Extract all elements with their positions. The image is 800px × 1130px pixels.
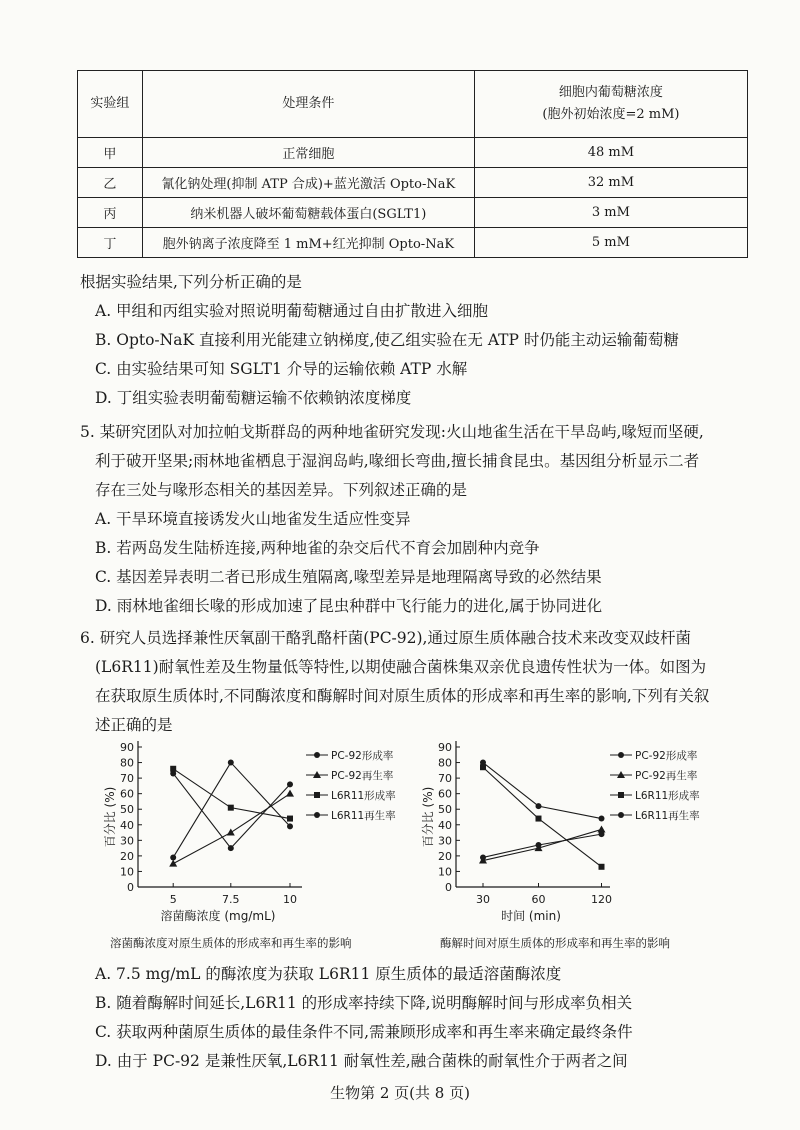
- enzyme-concentration-chart: [100, 735, 430, 925]
- data-point: [286, 790, 294, 797]
- q5-option-a: A. 干旱环境直接诱发火山地雀发生适应性变异: [95, 510, 411, 528]
- experiment-table: [77, 70, 748, 258]
- q4-option-d: D. 丁组实验表明葡萄糖运输不依赖钠浓度梯度: [95, 389, 412, 407]
- q6-stem-line: (L6R11)耐氧性差及生物量低等特性,以期使融合菌株集双亲优良遗传性状为一体。如图为: [95, 658, 707, 676]
- q5-stem-line: 利于破开坚果;雨林地雀栖息于湿润岛屿,喙细长弯曲,擅长捕食昆虫。基因组分析显示二者: [95, 452, 700, 470]
- legend-label: L6R11再生率: [331, 810, 396, 822]
- data-point: [536, 803, 542, 809]
- y-tick-label: 80: [438, 756, 452, 770]
- table-header-row: [78, 71, 748, 138]
- legend-label: L6R11形成率: [635, 790, 700, 802]
- y-tick-label: 50: [120, 803, 134, 817]
- y-tick-label: 0: [445, 881, 452, 894]
- enzymolysis-time-chart: [418, 735, 738, 925]
- y-tick-label: 40: [438, 818, 452, 832]
- data-point: [536, 816, 542, 822]
- x-tick-label: 5: [169, 893, 177, 906]
- series-line: [173, 773, 290, 848]
- q5-stem-line: 5. 某研究团队对加拉帕戈斯群岛的两种地雀研究发现:火山地雀生活在干旱岛屿,喙短而坚硬,: [80, 423, 704, 441]
- group-cell: 丁: [78, 228, 143, 258]
- q5-option-c: C. 基因差异表明二者已形成生殖隔离,喙型差异是地理隔离导致的必然结果: [95, 568, 602, 586]
- group-cell: 乙: [78, 168, 143, 198]
- x-tick-label: 7.5: [222, 893, 240, 906]
- q6-option-d: D. 由于 PC-92 是兼性厌氧,L6R11 耐氧性差,融合菌株的耐氧性介于两者之间: [95, 1052, 628, 1070]
- y-tick-label: 70: [120, 772, 134, 786]
- y-tick-label: 40: [120, 818, 134, 832]
- y-tick-label: 30: [120, 834, 134, 848]
- condition-cell: 正常细胞: [142, 138, 474, 168]
- header-condition: 处理条件: [142, 71, 474, 138]
- y-tick-label: 70: [438, 772, 452, 786]
- q6-option-a: A. 7.5 mg/mL 的酶浓度为获取 L6R11 原生质体的最适溶菌酶浓度: [95, 965, 562, 983]
- legend-label: L6R11再生率: [635, 810, 700, 822]
- data-point: [480, 854, 486, 860]
- q6-option-c: C. 获取两种菌原生质体的最佳条件不同,需兼顾形成率和再生率来确定最终条件: [95, 1023, 633, 1041]
- y-tick-label: 10: [438, 865, 452, 879]
- series-line: [483, 829, 602, 860]
- legend-marker: [314, 752, 320, 758]
- header-concentration: [474, 71, 747, 138]
- legend-marker: [618, 752, 624, 758]
- group-cell: 丙: [78, 198, 143, 228]
- q6-stem-line: 6. 研究人员选择兼性厌氧副干酪乳酪杆菌(PC-92),通过原生质体融合技术来改变双歧杆菌: [80, 629, 691, 647]
- table-row: [78, 198, 748, 228]
- condition-cell: 氰化钠处理(抑制 ATP 合成)+蓝光激活 Opto-NaK: [142, 168, 474, 198]
- series-line: [173, 769, 290, 819]
- legend-marker: [314, 792, 320, 798]
- y-tick-label: 30: [438, 834, 452, 848]
- right-chart-caption: 酶解时间对原生质体的形成率和再生率的影响: [440, 936, 670, 950]
- x-axis-label: 溶菌酶浓度 (mg/mL): [160, 909, 276, 923]
- data-point: [287, 816, 293, 822]
- data-point: [480, 764, 486, 770]
- legend-marker: [618, 792, 624, 798]
- table-row: [78, 138, 748, 168]
- legend-label: PC-92再生率: [635, 770, 698, 782]
- table-row: [78, 168, 748, 198]
- left-chart-caption: 溶菌酶浓度对原生质体的形成率和再生率的影响: [110, 936, 352, 950]
- q5-option-b: B. 若两岛发生陆桥连接,两种地雀的杂交后代不育会加剧种内竞争: [95, 539, 540, 557]
- header-concentration-line1: 细胞内葡萄糖浓度: [558, 85, 663, 100]
- data-point: [599, 816, 605, 822]
- legend-marker: [618, 812, 624, 818]
- data-point: [599, 864, 605, 870]
- q4-option-b: B. Opto-NaK 直接利用光能建立钠梯度,使乙组实验在无 ATP 时仍能主动运输葡萄糖: [95, 331, 679, 349]
- concentration-cell: 32 mM: [474, 168, 747, 198]
- x-tick-label: 60: [531, 893, 546, 906]
- q6-option-b: B. 随着酶解时间延长,L6R11 的形成率持续下降,说明酶解时间与形成率负相关: [95, 994, 633, 1012]
- legend-label: PC-92形成率: [635, 750, 698, 762]
- y-axis-label: 百分比 (%): [421, 786, 435, 848]
- table-row: [78, 228, 748, 258]
- data-point: [227, 829, 235, 836]
- legend-label: PC-92再生率: [331, 770, 394, 782]
- y-tick-label: 90: [120, 741, 134, 754]
- page-footer: 生物第 2 页(共 8 页): [330, 1084, 470, 1102]
- data-point: [170, 770, 176, 776]
- y-tick-label: 60: [120, 787, 134, 801]
- data-point: [169, 860, 177, 867]
- q4-option-c: C. 由实验结果可知 SGLT1 介导的运输依赖 ATP 水解: [95, 360, 468, 378]
- legend-marker: [314, 812, 320, 818]
- q4-option-a: A. 甲组和丙组实验对照说明葡萄糖通过自由扩散进入细胞: [95, 302, 489, 320]
- q4-stem: 根据实验结果,下列分析正确的是: [80, 273, 302, 291]
- y-tick-label: 50: [438, 803, 452, 817]
- group-cell: 甲: [78, 138, 143, 168]
- header-group: 实验组: [78, 71, 143, 138]
- data-point: [536, 842, 542, 848]
- condition-cell: 纳米机器人破坏葡萄糖载体蛋白(SGLT1): [142, 198, 474, 228]
- y-tick-label: 0: [127, 881, 134, 894]
- x-axis-label: 时间 (min): [501, 909, 561, 923]
- concentration-cell: 3 mM: [474, 198, 747, 228]
- data-point: [287, 781, 293, 787]
- data-point: [599, 831, 605, 837]
- y-tick-label: 20: [438, 849, 452, 863]
- data-point: [228, 805, 234, 811]
- x-tick-label: 10: [283, 893, 297, 906]
- concentration-cell: 5 mM: [474, 228, 747, 258]
- legend-label: PC-92形成率: [331, 750, 394, 762]
- condition-cell: 胞外钠离子浓度降至 1 mM+红光抑制 Opto-NaK: [142, 228, 474, 258]
- y-tick-label: 90: [438, 741, 452, 754]
- y-tick-label: 80: [120, 756, 134, 770]
- x-tick-label: 30: [476, 893, 490, 906]
- q5-stem-line: 存在三处与喙形态相关的基因差异。下列叙述正确的是: [95, 481, 468, 499]
- data-point: [228, 760, 234, 766]
- header-concentration-line2: (胞外初始浓度=2 mM): [542, 107, 680, 122]
- x-tick-label: 120: [591, 893, 612, 906]
- q5-option-d: D. 雨林地雀细长喙的形成加速了昆虫种群中飞行能力的进化,属于协同进化: [95, 597, 603, 615]
- data-point: [170, 854, 176, 860]
- legend-label: L6R11形成率: [331, 790, 396, 802]
- y-tick-label: 20: [120, 849, 134, 863]
- series-line: [483, 767, 602, 867]
- data-point: [228, 845, 234, 851]
- y-tick-label: 10: [120, 865, 134, 879]
- y-axis-label: 百分比 (%): [103, 786, 117, 848]
- q6-stem-line: 述正确的是: [95, 716, 173, 734]
- series-line: [483, 763, 602, 819]
- series-line: [483, 834, 602, 857]
- concentration-cell: 48 mM: [474, 138, 747, 168]
- y-tick-label: 60: [438, 787, 452, 801]
- q6-stem-line: 在获取原生质体时,不同酶浓度和酶解时间对原生质体的形成率和再生率的影响,下列有关叙: [95, 687, 710, 705]
- data-point: [287, 823, 293, 829]
